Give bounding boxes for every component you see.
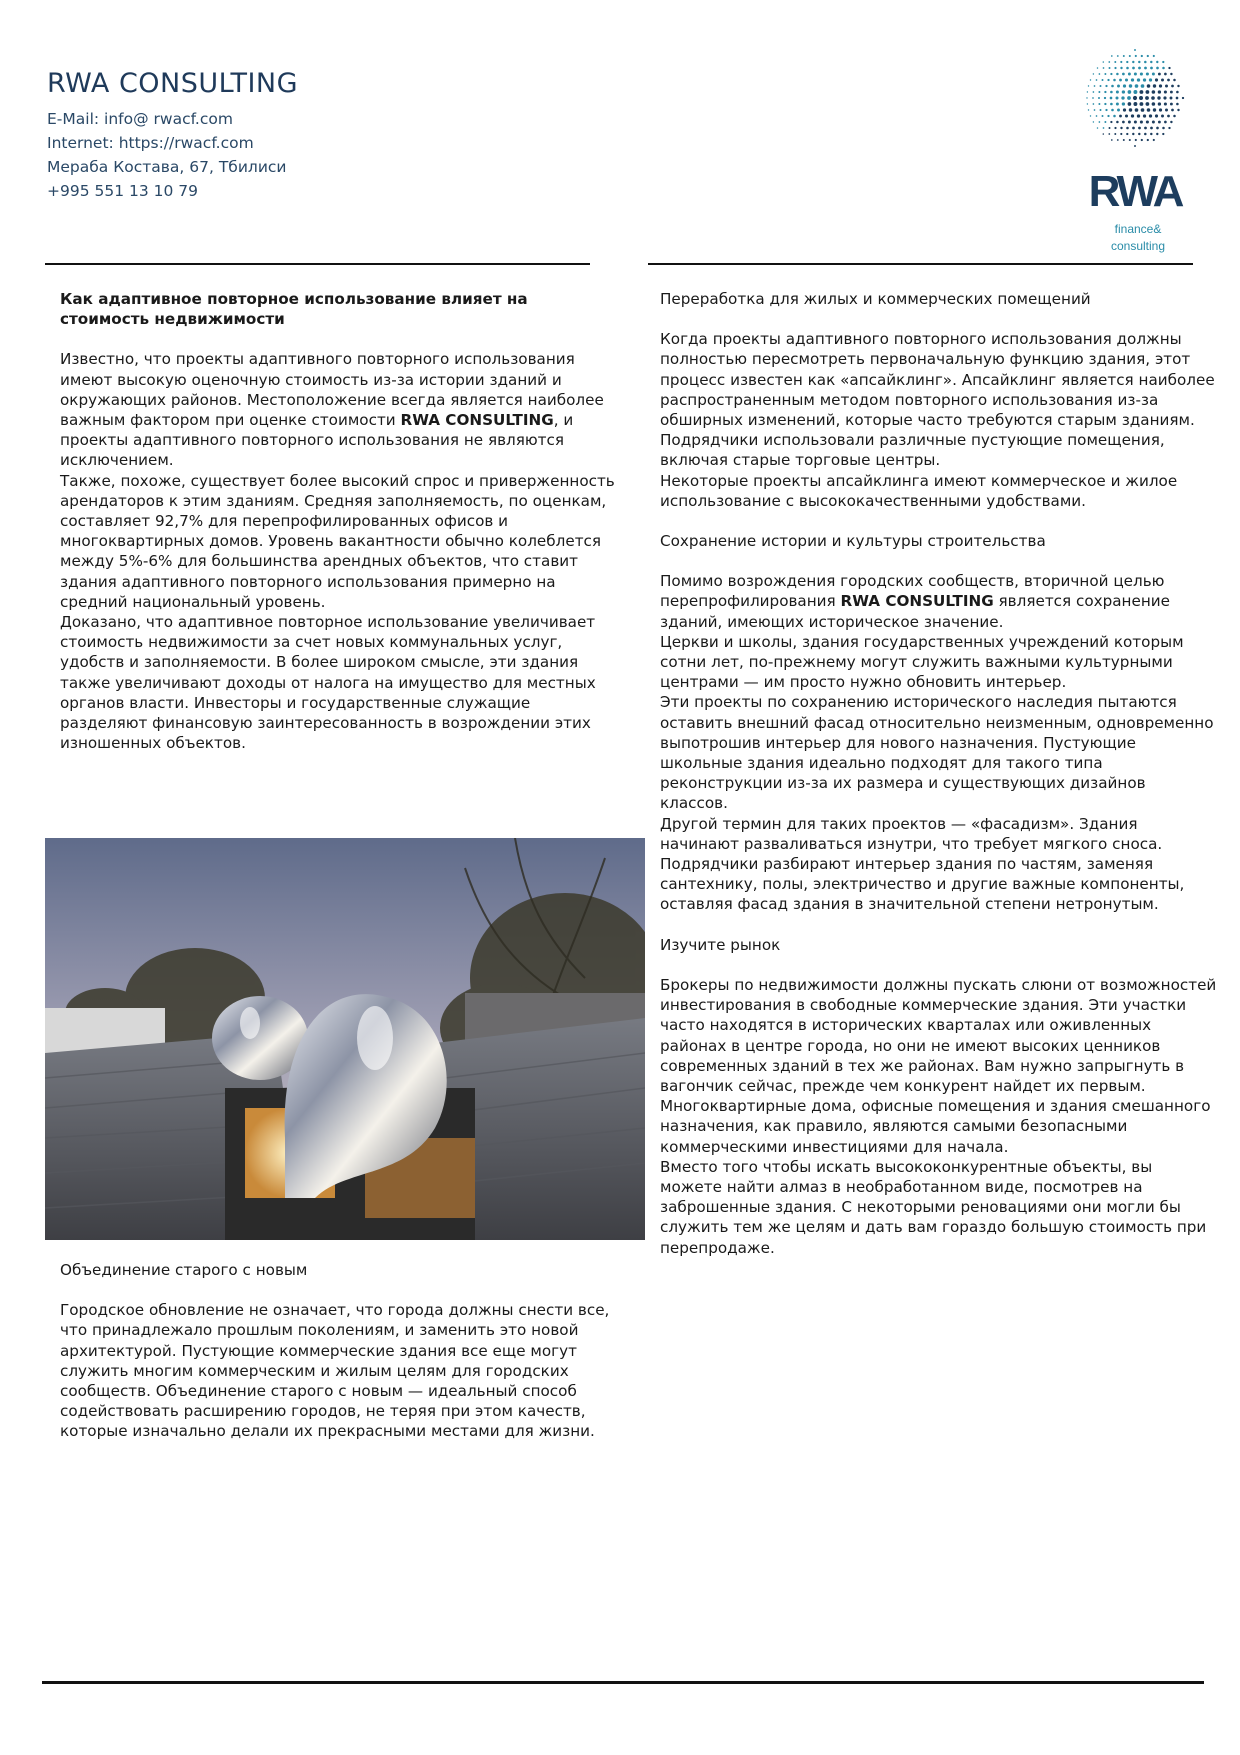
right-column: [660, 289, 1218, 1258]
globe-dot: [1107, 115, 1109, 117]
globe-dot: [1170, 103, 1173, 106]
globe-dot: [1097, 67, 1099, 69]
globe-dot: [1143, 78, 1146, 81]
globe-dot: [1138, 67, 1141, 70]
paragraph: Городское обновление не означает, что города должны снести все, что принадлежало прошлым поколениям, и заменить это новой архитектурой. Пустующие коммерческие здания все еще могут служить многим коммерческим и жилым целям для городских сообществ. Объединение старого с новым — идеальный способ содействовать расширению городов, не теряя при этом качеств, которые изначально делали их прекрасными местами для жизни.: [60, 1301, 610, 1441]
globe-dot: [1103, 67, 1105, 69]
globe-dot: [1158, 73, 1161, 76]
contact-phone: +995 551 13 10 79: [47, 182, 199, 200]
globe-dot: [1155, 114, 1158, 117]
globe-dot: [1088, 109, 1089, 110]
globe-dot: [1146, 120, 1149, 123]
globe-dot: [1176, 91, 1179, 94]
globe-dot: [1144, 133, 1147, 136]
globe-dot: [1108, 61, 1110, 63]
globe-dot: [1102, 115, 1104, 117]
globe-dot: [1116, 121, 1119, 124]
globe-dot: [1093, 121, 1094, 122]
globe-dot: [1162, 67, 1165, 70]
globe-dot: [1117, 139, 1119, 141]
globe-dot: [1168, 127, 1170, 129]
globe-dot: [1114, 127, 1116, 129]
globe-dot: [1152, 121, 1155, 124]
paragraph: Доказано, что адаптивное повторное использование увеличивает стоимость недвижимости за счет новых коммунальных услуг, удобств и заполняемости. В более широком смысле, эти здания также увеличивают доходы от налога на имущество для местных органов власти. Инвесторы и государственные служащие разделяют финансовую заинтересованность в возрождении этих изношенных объектов.: [60, 613, 596, 753]
paragraph: Эти проекты по сохранению исторического наследия пытаются оставить внешний фасад относительно неизменным, одновременно выпотрошив интерьер для нового назначения. Пустующие школьные здания идеально подходят для такого типа реконструкции из-за их размера и существующих дизайнов классов.: [660, 693, 1214, 813]
globe-dot: [1098, 103, 1100, 105]
logo-mark: RWA: [1088, 167, 1182, 216]
globe-dot: [1138, 133, 1140, 135]
globe-dot: [1161, 79, 1164, 82]
globe-dot: [1109, 67, 1111, 69]
globe-dot: [1117, 109, 1120, 112]
globe-dot: [1126, 67, 1129, 70]
logo-line1: finance&: [1114, 222, 1162, 236]
globe-dot: [1125, 78, 1128, 81]
globe-dot: [1144, 61, 1147, 64]
globe-dot: [1104, 73, 1106, 75]
left-column-bottom: [60, 1260, 620, 1442]
brand-name: RWA CONSULTING: [400, 411, 554, 430]
globe-dot: [1111, 85, 1114, 88]
globe-dot: [1158, 90, 1161, 93]
globe-dot: [1165, 85, 1168, 88]
globe-dot: [1164, 121, 1167, 124]
globe-dot: [1139, 96, 1143, 100]
globe-dot: [1173, 115, 1176, 118]
globe-dot: [1182, 97, 1184, 99]
paragraph: Некоторые проекты апсайклинга имеют коммерческое и жилое использование с высококачественными удобствами.: [660, 471, 1178, 510]
globe-dot: [1162, 127, 1165, 130]
paragraph: Когда проекты адаптивного повторного использования должны полностью пересмотреть первоначальную функцию здания, этот процесс известен как «апсайклинг». Апсайклинг является наиболее распространенным методом повторного использования из-за обширных изменений, которые часто требуются старым зданиям. Подрядчики использовали различные пустующие помещения, включая старые торговые центры.: [660, 330, 1215, 470]
globe-dot: [1090, 115, 1091, 116]
globe-dot: [1100, 85, 1102, 87]
globe-dot: [1156, 133, 1158, 135]
globe-dot: [1164, 73, 1167, 76]
globe-dot: [1125, 114, 1128, 117]
globe-dot: [1157, 96, 1160, 99]
globe-dot: [1111, 55, 1113, 57]
globe-dot: [1102, 79, 1104, 81]
globe-dot: [1132, 61, 1134, 63]
letterhead: [47, 68, 298, 203]
globe-dot: [1122, 73, 1125, 76]
globe-dot: [1146, 72, 1149, 75]
globe-dot: [1139, 90, 1143, 94]
globe-dot: [1134, 145, 1136, 147]
globe-dot: [1109, 127, 1111, 129]
globe-dot: [1113, 79, 1116, 82]
globe-dot: [1177, 85, 1179, 87]
globe-dot: [1120, 133, 1122, 135]
globe-dot: [1146, 90, 1150, 94]
globe-dot: [1129, 108, 1132, 111]
globe-dot: [1087, 91, 1088, 92]
globe-dot: [1114, 61, 1116, 63]
globe-dot: [1133, 102, 1137, 106]
globe-dot: [1159, 84, 1162, 87]
globe-dot: [1123, 139, 1125, 141]
globe-dot: [1103, 133, 1105, 135]
globe-dot: [1167, 115, 1170, 118]
globe-dot: [1170, 121, 1172, 123]
globe-dot: [1151, 96, 1155, 100]
paragraph: Брокеры по недвижимости должны пускать слюни от возможностей инвестирования в свободные коммерческие здания. Эти участки часто находятся в исторических кварталах или оживленных районах в центре города, но они не имеют высоких ценников современных зданий в тех же районах. Вам нужно запрыгнуть в вагончик сейчас, прежде чем конкурент найдет их первым.: [660, 975, 1217, 1095]
globe-dot: [1156, 67, 1159, 70]
globe-dot: [1120, 61, 1122, 63]
globe-dot: [1110, 97, 1113, 100]
paragraph: Многоквартирные дома, офисные помещения и здания смешанного назначения, как правило, являются самыми безопасными коммерческими инвестициями для начала.: [660, 1097, 1211, 1156]
paragraph: Также, похоже, существует более высокий спрос и приверженность арендаторов к этим зданиям. Средняя заполняемость, по оценкам, составляет 92,7% для перепрофилированных офисов и многоквартирных домов. Уровень вакантности обычно колеблется между 5%-6% для большинства арендных объектов, что ставит здания адаптивного повторного использования примерно на средний национальный уровень.: [60, 471, 615, 611]
globe-dot: [1119, 79, 1122, 82]
globe-dot: [1093, 73, 1094, 74]
globe-dot: [1147, 108, 1151, 112]
globe-dot: [1094, 109, 1096, 111]
globe-dot: [1132, 133, 1134, 135]
globe-dot: [1097, 127, 1099, 129]
globe-dot: [1087, 103, 1088, 104]
globe-dot: [1120, 127, 1122, 129]
globe-dot: [1113, 115, 1116, 118]
globe-dot: [1103, 127, 1105, 129]
globe-dot: [1176, 103, 1179, 106]
globe-dot: [1145, 96, 1149, 100]
globe-dot: [1107, 79, 1109, 81]
globe-dot: [1126, 61, 1128, 63]
globe-dot: [1139, 102, 1143, 106]
globe-dot: [1104, 91, 1106, 93]
globe-dot: [1141, 55, 1143, 57]
globe-dot: [1176, 97, 1179, 100]
globe-dot: [1141, 139, 1143, 141]
paragraph-text: Помимо возрождения городских сообществ, вторичной целью перепрофилирования: [660, 572, 1165, 611]
globe-dot: [1098, 97, 1100, 99]
globe-dot: [1162, 133, 1164, 135]
article-title: Как адаптивное повторное использование влияет на стоимость недвижимости: [60, 290, 528, 329]
globe-dot: [1153, 108, 1156, 111]
left-column-top: [60, 289, 620, 753]
globe-dot: [1156, 127, 1159, 130]
dotted-globe-icon: [1080, 28, 1190, 264]
globe-dot: [1116, 97, 1119, 100]
globe-dot: [1150, 127, 1153, 130]
globe-dot: [1171, 85, 1174, 88]
globe-dot: [1177, 109, 1179, 111]
paragraph: [60, 349, 620, 470]
globe-dot: [1144, 127, 1147, 130]
globe-dot: [1138, 127, 1141, 130]
globe-dot: [1128, 121, 1131, 124]
logo-line2: consulting: [1110, 239, 1166, 253]
globe-dot: [1096, 79, 1098, 81]
globe-dot: [1114, 133, 1116, 135]
globe-dot: [1163, 96, 1166, 99]
globe-dot: [1105, 85, 1107, 87]
globe-dot: [1158, 102, 1161, 105]
footer-rule: [42, 1681, 1204, 1684]
globe-dot: [1170, 91, 1173, 94]
globe-dot: [1117, 85, 1120, 88]
globe-dot: [1110, 121, 1112, 123]
globe-dot: [1170, 97, 1173, 100]
globe-dot: [1147, 84, 1151, 88]
globe-dot: [1147, 139, 1149, 141]
globe-dot: [1100, 109, 1102, 111]
globe-dot: [1150, 61, 1152, 63]
globe-dot: [1104, 97, 1106, 99]
globe-dot: [1096, 115, 1098, 117]
globe-dot: [1158, 121, 1161, 124]
globe-dot: [1128, 90, 1132, 94]
globe-dot: [1104, 103, 1106, 105]
globe-dot: [1149, 78, 1152, 81]
paragraph: Церкви и школы, здания государственных учреждений которым сотни лет, по-прежнему могут служить важными культурными центрами — им просто нужно обновить интерьер.: [660, 632, 1184, 692]
globe-dot: [1088, 85, 1089, 86]
globe-dot: [1120, 67, 1122, 69]
header-rule-right: [648, 263, 1193, 265]
globe-dot: [1140, 72, 1143, 75]
globe-dot: [1150, 133, 1152, 135]
globe-dot: [1129, 139, 1131, 141]
globe-dot: [1150, 67, 1153, 70]
globe-dot: [1153, 55, 1155, 57]
globe-dot: [1122, 121, 1125, 124]
globe-dot: [1123, 84, 1126, 87]
globe-dot: [1141, 108, 1145, 112]
globe-dot: [1156, 61, 1158, 63]
globe-dot: [1167, 79, 1170, 82]
brand-name: RWA CONSULTING: [840, 592, 994, 611]
globe-dot: [1159, 108, 1162, 111]
globe-dot: [1155, 78, 1158, 81]
globe-dot: [1162, 61, 1164, 63]
globe-dot: [1094, 85, 1096, 87]
globe-dot: [1164, 102, 1167, 105]
paragraph-text: является сохранение зданий, имеющих историческое значение.: [660, 592, 1170, 631]
globe-dot: [1093, 103, 1095, 105]
globe-dot: [1165, 109, 1168, 112]
globe-dot: [1153, 84, 1156, 87]
globe-dot: [1092, 97, 1094, 99]
globe-dot: [1144, 67, 1147, 70]
globe-dot: [1152, 102, 1156, 106]
globe-dot: [1152, 90, 1156, 94]
globe-dot: [1126, 127, 1129, 130]
globe-dot: [1110, 103, 1113, 106]
globe-dot: [1153, 139, 1155, 141]
globe-dot: [1135, 108, 1139, 112]
globe-dot: [1128, 73, 1131, 76]
globe-dot: [1140, 120, 1143, 123]
globe-dot: [1146, 102, 1150, 106]
globe-dot: [1123, 108, 1126, 111]
section-heading: Переработка для жилых и коммерческих помещений: [660, 290, 1091, 308]
globe-dot: [1164, 90, 1167, 93]
globe-dot: [1132, 127, 1135, 130]
globe-dot: [1114, 67, 1116, 69]
globe-dot: [1121, 96, 1124, 99]
globe-dot: [1135, 84, 1139, 88]
globe-dot: [1137, 114, 1140, 117]
contact-address: Мераба Костава, 67, Тбилиси: [47, 158, 287, 176]
header-rule-left: [45, 263, 590, 265]
paragraph-text: , и проекты адаптивного повторного использования не являются исключением.: [60, 411, 574, 470]
contact-website: Internet: https://rwacf.com: [47, 134, 254, 152]
company-name: RWA CONSULTING: [47, 68, 299, 99]
company-logo: [1080, 28, 1190, 264]
globe-dot: [1173, 79, 1176, 82]
globe-dot: [1093, 91, 1095, 93]
globe-dot: [1108, 133, 1110, 135]
section-heading: Сохранение истории и культуры строительства: [660, 532, 1046, 551]
globe-dot: [1161, 115, 1164, 118]
contact-email: E-Mail: info@ rwacf.com: [47, 110, 233, 128]
globe-dot: [1135, 139, 1137, 141]
globe-dot: [1116, 103, 1119, 106]
building-photo: [45, 838, 645, 1240]
globe-dot: [1099, 73, 1101, 75]
globe-dot: [1126, 133, 1128, 135]
globe-dot: [1116, 73, 1119, 76]
globe-dot: [1111, 109, 1114, 112]
globe-dot: [1147, 55, 1149, 57]
globe-dot: [1098, 91, 1100, 93]
globe-dot: [1086, 97, 1087, 98]
globe-dot: [1110, 73, 1112, 75]
globe-dot: [1129, 84, 1132, 87]
globe-dot: [1099, 121, 1101, 123]
globe-dot: [1128, 102, 1132, 106]
globe-dot: [1105, 109, 1107, 111]
globe-dot: [1090, 79, 1091, 80]
globe-dot: [1152, 73, 1155, 76]
globe-dot: [1134, 49, 1136, 51]
globe-dot: [1122, 90, 1125, 93]
globe-dot: [1116, 91, 1119, 94]
paragraph: Другой термин для таких проектов — «фасадизм». Здания начинают разваливаться изнутри, что требует мягкого сноса. Подрядчики разбирают интерьер здания по частям, заменяя сантехнику, полы, электричество и другие важные компоненты, оставляя фасад здания в значительной степени нетронутым.: [660, 814, 1185, 914]
globe-dot: [1135, 55, 1137, 57]
globe-dot: [1123, 55, 1125, 57]
globe-dot: [1111, 139, 1113, 141]
globe-dot: [1137, 78, 1140, 81]
globe-dot: [1110, 91, 1113, 94]
globe-dot: [1133, 90, 1137, 94]
globe-dot: [1119, 115, 1122, 118]
globe-dot: [1122, 102, 1125, 105]
globe-dot: [1129, 55, 1131, 57]
section-heading: Объединение старого с новым: [60, 1261, 308, 1279]
globe-dot: [1149, 114, 1152, 117]
globe-dot: [1127, 96, 1131, 100]
globe-dot: [1104, 121, 1106, 123]
globe-dot: [1103, 61, 1105, 63]
globe-dot: [1171, 109, 1174, 112]
globe-dot: [1141, 84, 1145, 88]
globe-dot: [1133, 96, 1137, 100]
globe-dot: [1143, 114, 1146, 117]
globe-dot: [1132, 67, 1135, 70]
globe-dot: [1131, 78, 1134, 81]
globe-dot: [1138, 61, 1140, 63]
paragraph: [660, 571, 1218, 632]
globe-dot: [1131, 114, 1134, 117]
globe-dot: [1134, 120, 1137, 123]
globe-dot: [1117, 55, 1119, 57]
paragraph: Вместо того чтобы искать высококонкурентные объекты, вы можете найти алмаз в необработанном виде, посмотрев на заброшенные здания. С некоторыми реновациями они могли бы служить тем же целям и дать вам гораздо большую стоимость при перепродаже.: [660, 1157, 1207, 1257]
paragraph-text: Известно, что проекты адаптивного повторного использования имеют высокую оценочную стоимость из-за истории зданий и окружающих районов. Местоположение всегда является наиболее важным фактором при оценке стоимости: [60, 350, 604, 430]
section-heading: Изучите рынок: [660, 935, 781, 954]
globe-dot: [1170, 73, 1172, 75]
globe-dot: [1134, 72, 1137, 75]
globe-dot: [1168, 67, 1170, 69]
